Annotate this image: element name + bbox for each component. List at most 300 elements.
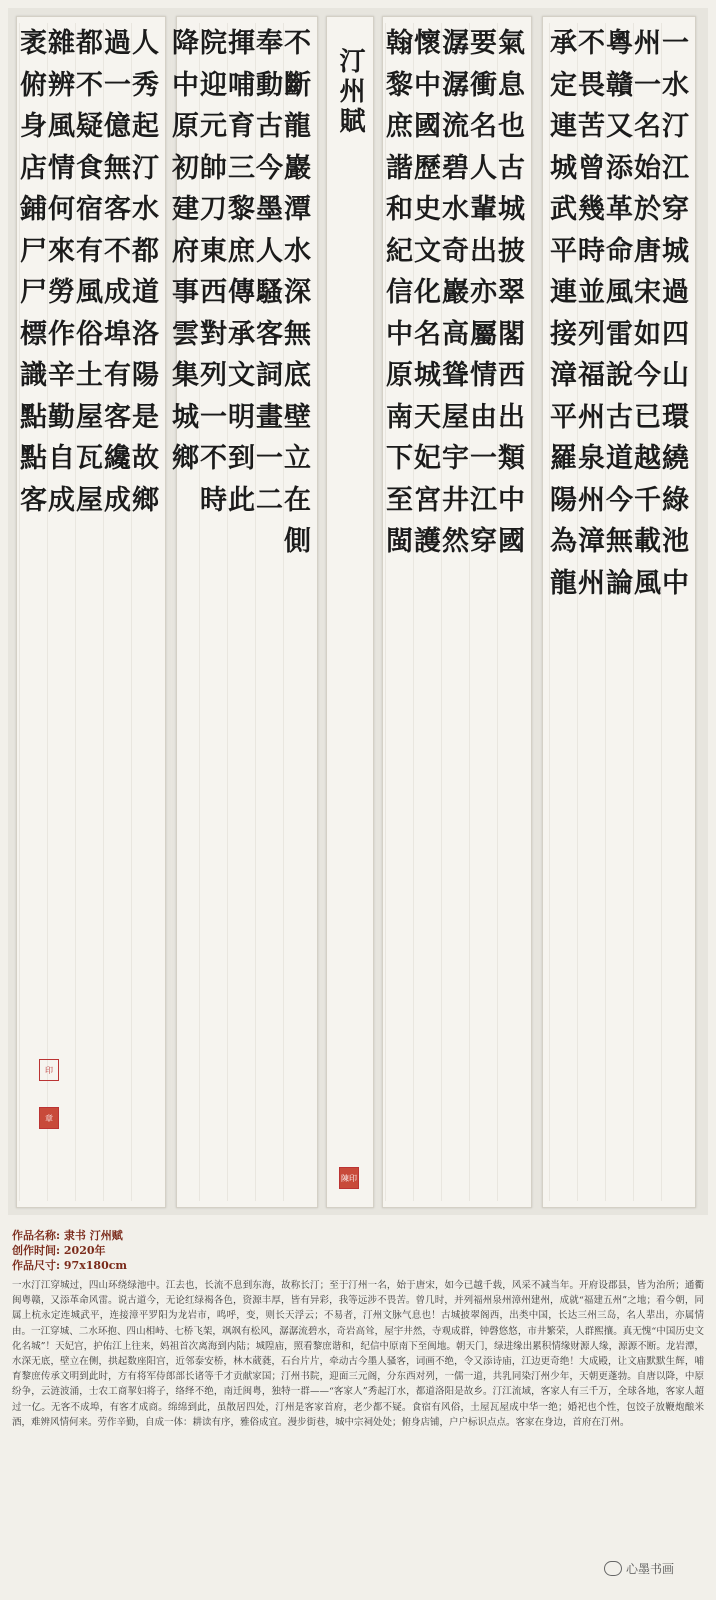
glyph: 屋 [76, 401, 103, 433]
glyph: 高 [442, 318, 469, 350]
glyph: 身 [20, 111, 47, 142]
glyph: 有 [76, 235, 103, 267]
glyph: 道 [132, 277, 159, 308]
glyph: 秀 [132, 69, 159, 101]
glyph: 過 [104, 28, 131, 59]
glyph: 二 [256, 484, 283, 516]
glyph: 環 [662, 401, 689, 433]
glyph: 客 [256, 318, 283, 350]
glyph: 史 [414, 194, 441, 225]
glyph: 傳 [228, 277, 255, 308]
glyph: 一 [256, 443, 283, 474]
calligraphy-artwork [8, 8, 708, 1215]
glyph: 畫 [256, 401, 283, 433]
text-column [469, 23, 497, 1201]
glyph: 古 [256, 111, 283, 142]
glyph: 類 [498, 443, 525, 474]
text-column [199, 23, 227, 1201]
glyph: 動 [256, 69, 283, 101]
glyph: 斷 [284, 69, 311, 101]
text-column [283, 23, 311, 1201]
glyph: 勤 [48, 401, 75, 433]
glyph: 幾 [578, 194, 605, 225]
glyph: 億 [104, 111, 131, 142]
text-column [497, 23, 525, 1201]
glyph: 披 [498, 235, 525, 267]
glyph: 宮 [414, 484, 441, 516]
caption-time-row [12, 1243, 702, 1258]
glyph: 千 [634, 484, 661, 516]
glyph: 在 [284, 484, 311, 516]
glyph: 接 [550, 318, 577, 350]
text-column [549, 23, 577, 1201]
glyph: 底 [284, 360, 311, 391]
glyph: 贛 [606, 69, 633, 101]
glyph: 定 [550, 69, 577, 101]
text-columns [172, 23, 311, 1201]
work-title-text: 汀州賦 [335, 47, 365, 137]
artwork-caption [12, 1228, 702, 1273]
glyph: 輩 [470, 194, 497, 225]
glyph: 一 [104, 69, 131, 101]
glyph: 庶 [386, 111, 413, 142]
glyph: 水 [132, 194, 159, 225]
glyph: 池 [662, 526, 689, 557]
glyph: 至 [386, 484, 413, 516]
glyph: 州 [578, 484, 605, 516]
glyph: 井 [442, 484, 469, 516]
calligraphy-panel-3 [172, 16, 318, 1208]
glyph: 說 [606, 360, 633, 391]
glyph: 論 [606, 567, 633, 599]
glyph: 食 [76, 152, 103, 184]
glyph: 騷 [256, 277, 283, 308]
glyph: 立 [284, 443, 311, 474]
glyph: 然 [442, 526, 469, 557]
glyph: 刀 [200, 194, 227, 225]
transcription-text: 一水汀江穿城过，四山环绕绿池中。江去也，长流不息到东海，故称长汀；至于汀州一名，始于唐宋，如今已越千载，风采不减当年。开府设郡县，皆为治所；通衢闽粤赣，又添革命风雷。说古道今，无论红绿褐各色，资源丰厚，皆有异彩，我等远涉不畏苦。曾几时，并列福州泉州漳州建州，成就“福建五州”之地；看今朝，同属上杭永定连城武平，连接漳平罗阳为龙岩市，鸣呼，变，则长天浮云；不易者，汀州文脉气息也！古城披翠阁西，出类中国，长达三州三岛，名人辈出，亦属情由。一江穿城、二水环抱、四山相峙、七桥飞架，飒飒有松风，潺潺流碧水，奇岩高耸，屋宇井然，寺观成群，钟磬悠悠，市井繁荣，人群熙攘。真无愧“中国历史文化名城”！天妃宫，护佑江上往来，妈祖首次离海到内陆；城隍庙，照看黎庶谐和，纪信中原南下至闽地。朝天门，绿进缘出累积情缘财源人缘，源源不断。龙岩潭，水深无底，壁立在侧，拱起数座阳宫，近邻泰安桥，林木葳蕤，石台片片，牵动古今墨人骚客，词画不绝，令又添诗庙，江边更奇绝！大成殿，让文庙默默生辉，哺育黎庶传承文明到此时，方有将军侍郎部长诸等千才贡献家国；汀州书院，迎面三元阁，分东西对列，一儒一道，共乳同染汀州少年，天朝更蓬勃。自唐以降，中原纷争，云涟波涌，士农工商挈妇将子，络绎不绝，南迁闽粤，独特一群——“客家人”秀起汀水，都道洛阳是故乡。汀江流域，客家人有三千万，全球各地，客家人超过一亿。无客不成埠，有客才成商。绵绵到此，虽散居四处，汀州是客家首府，老少都不疑。食宿有风俗，土屋瓦屋成中华一绝；婚祀也个性，包饺子放鞭炮酿米酒，难辨风情何来。劳作辛勤，自成一体：耕读有序，雅俗成宜。漫步街巷，城中宗祠处处；俯身店铺，户户标识点点。客家在身边，首府在汀州。 [12, 1280, 704, 1428]
glyph: 今 [606, 484, 633, 516]
glyph: 事 [172, 277, 199, 308]
glyph: 點 [20, 443, 47, 474]
glyph: 不 [284, 28, 311, 59]
glyph: 也 [498, 111, 525, 142]
glyph: 客 [104, 401, 131, 433]
text-column [577, 23, 605, 1201]
glyph: 雷 [606, 318, 633, 350]
glyph: 客 [20, 484, 47, 516]
glyph: 越 [634, 443, 661, 474]
glyph: 黎 [386, 69, 413, 101]
signature-seal-bottom [39, 1107, 59, 1129]
text-column [255, 23, 283, 1201]
glyph: 一 [662, 28, 689, 59]
glyph: 袤 [20, 28, 47, 59]
glyph: 潭 [284, 194, 311, 225]
glyph: 歷 [414, 152, 441, 184]
glyph: 三 [228, 152, 255, 184]
glyph: 不 [104, 235, 131, 267]
glyph: 文 [228, 360, 255, 391]
glyph: 墨 [256, 194, 283, 225]
glyph: 州 [634, 28, 661, 59]
glyph: 庶 [228, 235, 255, 267]
text-column [131, 23, 159, 1201]
glyph: 對 [200, 318, 227, 350]
glyph: 福 [578, 360, 605, 391]
calligraphy-panel-4 [16, 16, 166, 1208]
glyph: 城 [498, 194, 525, 225]
text-column [47, 23, 75, 1201]
text-column [75, 23, 103, 1201]
glyph: 鄉 [132, 484, 159, 516]
caption-name-value: 隶书 汀州赋 [63, 1229, 123, 1242]
glyph: 水 [284, 235, 311, 267]
glyph: 平 [550, 401, 577, 433]
glyph: 到 [228, 443, 255, 474]
text-column [605, 23, 633, 1201]
glyph: 於 [634, 194, 661, 225]
glyph: 和 [386, 194, 413, 225]
glyph: 府 [172, 235, 199, 267]
glyph: 息 [498, 69, 525, 101]
glyph: 起 [132, 111, 159, 142]
glyph: 深 [284, 277, 311, 308]
glyph: 閣 [498, 318, 525, 350]
glyph: 宋 [634, 277, 661, 308]
glyph: 羅 [550, 443, 577, 474]
glyph: 名 [634, 111, 661, 142]
glyph: 懷 [414, 28, 441, 59]
glyph: 迎 [200, 69, 227, 101]
glyph: 何 [48, 194, 75, 225]
signature-seal-bottom-text: 章 [45, 1113, 53, 1123]
glyph: 中 [414, 69, 441, 101]
calligraphy-panel-1 [542, 16, 696, 1208]
text-column [227, 23, 255, 1201]
text-column [633, 23, 661, 1201]
glyph: 添 [606, 152, 633, 184]
glyph: 始 [634, 152, 661, 184]
glyph: 奇 [442, 235, 469, 267]
glyph: 人 [256, 235, 283, 267]
glyph: 連 [550, 277, 577, 308]
glyph: 古 [606, 401, 633, 433]
glyph: 壁 [284, 401, 311, 433]
glyph: 尸 [20, 277, 47, 308]
text-columns [549, 23, 689, 1201]
glyph: 山 [662, 360, 689, 391]
glyph: 鋪 [20, 194, 47, 225]
signature-seal-top [39, 1059, 59, 1081]
text-column [171, 23, 199, 1201]
glyph: 漳 [578, 526, 605, 557]
glyph: 瓦 [76, 443, 103, 474]
glyph: 今 [256, 152, 283, 184]
glyph: 作 [48, 318, 75, 350]
glyph: 城 [414, 360, 441, 391]
glyph: 江 [470, 484, 497, 516]
glyph: 都 [76, 28, 103, 59]
glyph: 無 [284, 318, 311, 350]
glyph: 中 [172, 69, 199, 101]
glyph: 出 [498, 401, 525, 433]
glyph: 名 [414, 318, 441, 350]
glyph: 龍 [550, 567, 577, 599]
wechat-icon [604, 1561, 622, 1576]
glyph: 已 [634, 401, 661, 433]
glyph: 原 [386, 360, 413, 391]
glyph: 原 [172, 111, 199, 142]
glyph: 客 [104, 194, 131, 225]
glyph: 屋 [76, 484, 103, 516]
glyph: 屬 [470, 318, 497, 350]
glyph: 命 [606, 235, 633, 267]
glyph: 古 [498, 152, 525, 184]
glyph: 哺 [228, 69, 255, 101]
glyph: 人 [132, 28, 159, 59]
glyph: 時 [578, 235, 605, 267]
glyph: 側 [284, 526, 311, 557]
glyph: 州 [578, 401, 605, 433]
caption-name-label: 作品名称: [12, 1229, 61, 1242]
text-column [19, 23, 47, 1201]
caption-size-label: 作品尺寸: [12, 1259, 61, 1272]
glyph: 風 [48, 111, 75, 142]
glyph: 勞 [48, 277, 75, 308]
glyph: 翠 [498, 277, 525, 308]
glyph: 綠 [662, 484, 689, 516]
glyph: 汀 [662, 111, 689, 142]
glyph: 由 [470, 401, 497, 433]
glyph: 繞 [662, 443, 689, 474]
glyph: 信 [386, 277, 413, 308]
glyph: 列 [578, 318, 605, 350]
glyph: 是 [132, 401, 159, 433]
glyph: 宇 [442, 443, 469, 474]
glyph: 明 [228, 401, 255, 433]
glyph: 初 [172, 152, 199, 184]
glyph: 穿 [662, 194, 689, 225]
glyph: 江 [662, 152, 689, 184]
caption-size-row [12, 1258, 702, 1273]
glyph: 洛 [132, 318, 159, 350]
glyph: 雲 [172, 318, 199, 350]
glyph: 纔 [104, 443, 131, 474]
glyph: 無 [104, 152, 131, 184]
glyph: 元 [200, 111, 227, 142]
annotation-notes [331, 147, 369, 1147]
glyph: 道 [606, 443, 633, 474]
glyph: 東 [200, 235, 227, 267]
glyph: 城 [172, 401, 199, 433]
glyph: 帥 [200, 152, 227, 184]
caption-size-value: 97x180cm [63, 1259, 128, 1272]
text-column [661, 23, 689, 1201]
glyph: 水 [662, 69, 689, 101]
glyph: 妃 [414, 443, 441, 474]
glyph: 連 [550, 111, 577, 142]
glyph: 院 [200, 28, 227, 59]
glyph: 如 [634, 318, 661, 350]
center-seal-text: 陳印 [341, 1173, 357, 1183]
glyph: 今 [634, 360, 661, 391]
glyph: 承 [228, 318, 255, 350]
glyph: 諧 [386, 152, 413, 184]
text-columns [386, 23, 525, 1201]
glyph: 四 [662, 318, 689, 350]
glyph: 潺 [442, 69, 469, 101]
glyph: 唐 [634, 235, 661, 267]
glyph: 平 [550, 235, 577, 267]
glyph: 自 [48, 443, 75, 474]
glyph: 過 [662, 277, 689, 308]
glyph: 不 [578, 28, 605, 59]
glyph: 下 [386, 443, 413, 474]
glyph: 尸 [20, 235, 47, 267]
glyph: 氣 [498, 28, 525, 59]
glyph: 揮 [228, 28, 255, 59]
glyph: 成 [104, 277, 131, 308]
glyph: 州 [578, 567, 605, 599]
glyph: 為 [550, 526, 577, 557]
glyph: 俯 [20, 69, 47, 101]
glyph: 疑 [76, 111, 103, 142]
glyph: 衝 [470, 69, 497, 101]
glyph: 碧 [442, 152, 469, 184]
glyph: 宿 [76, 194, 103, 225]
glyph: 武 [550, 194, 577, 225]
glyph: 店 [20, 152, 47, 184]
glyph: 都 [132, 235, 159, 267]
glyph: 屋 [442, 401, 469, 433]
glyph: 承 [550, 28, 577, 59]
glyph: 潺 [442, 28, 469, 59]
glyph: 護 [414, 526, 441, 557]
glyph: 集 [172, 360, 199, 391]
glyph: 畏 [578, 69, 605, 101]
glyph: 紀 [386, 235, 413, 267]
work-title [327, 47, 373, 137]
glyph: 故 [132, 443, 159, 474]
watermark [604, 1560, 674, 1577]
glyph: 曾 [578, 152, 605, 184]
glyph: 陽 [132, 360, 159, 391]
glyph: 漳 [550, 360, 577, 391]
glyph: 識 [20, 360, 47, 391]
glyph: 汀 [132, 152, 159, 184]
glyph: 聳 [442, 360, 469, 391]
glyph: 列 [200, 360, 227, 391]
glyph: 一 [470, 443, 497, 474]
glyph: 城 [662, 235, 689, 267]
glyph: 黎 [228, 194, 255, 225]
glyph: 出 [470, 235, 497, 267]
glyph: 鄉 [172, 443, 199, 474]
glyph: 翰 [386, 28, 413, 59]
glyph: 標 [20, 318, 47, 350]
glyph: 要 [470, 28, 497, 59]
glyph: 來 [48, 235, 75, 267]
glyph: 並 [578, 277, 605, 308]
text-column [441, 23, 469, 1201]
glyph: 名 [470, 111, 497, 142]
glyph: 苦 [578, 111, 605, 142]
glyph: 龍 [284, 111, 311, 142]
glyph: 又 [606, 111, 633, 142]
glyph: 中 [662, 567, 689, 599]
glyph: 土 [76, 360, 103, 391]
glyph: 風 [76, 277, 103, 308]
glyph: 情 [48, 152, 75, 184]
glyph: 國 [498, 526, 525, 557]
calligraphy-title-panel [326, 16, 374, 1208]
glyph: 辨 [48, 69, 75, 101]
glyph: 亦 [470, 277, 497, 308]
glyph: 一 [200, 401, 227, 433]
glyph: 成 [48, 484, 75, 516]
text-column [103, 23, 131, 1201]
glyph: 不 [200, 443, 227, 474]
text-column [413, 23, 441, 1201]
glyph: 育 [228, 111, 255, 142]
glyph: 南 [386, 401, 413, 433]
glyph: 穿 [470, 526, 497, 557]
glyph: 流 [442, 111, 469, 142]
glyph: 成 [104, 484, 131, 516]
glyph: 水 [442, 194, 469, 225]
glyph: 中 [386, 318, 413, 350]
glyph: 建 [172, 194, 199, 225]
calligraphy-panel-2 [382, 16, 532, 1208]
glyph: 無 [606, 526, 633, 557]
glyph: 詞 [256, 360, 283, 391]
glyph: 化 [414, 277, 441, 308]
signature-seal-top-text: 印 [45, 1065, 53, 1075]
glyph: 奉 [256, 28, 283, 59]
glyph: 文 [414, 235, 441, 267]
glyph: 此 [228, 484, 255, 516]
glyph: 降 [172, 28, 199, 59]
glyph: 人 [470, 152, 497, 184]
glyph: 一 [634, 69, 661, 101]
glyph: 風 [606, 277, 633, 308]
glyph: 情 [470, 360, 497, 391]
center-seal [339, 1167, 359, 1189]
glyph: 不 [76, 69, 103, 101]
glyph: 載 [634, 526, 661, 557]
glyph: 國 [414, 111, 441, 142]
glyph: 中 [498, 484, 525, 516]
caption-name-row [12, 1228, 702, 1243]
glyph: 巖 [284, 152, 311, 184]
glyph: 西 [200, 277, 227, 308]
glyph: 時 [200, 484, 227, 516]
watermark-text: 心墨书画 [626, 1562, 675, 1576]
glyph: 有 [104, 360, 131, 391]
text-columns [20, 23, 159, 1201]
glyph: 巖 [442, 277, 469, 308]
glyph: 西 [498, 360, 525, 391]
glyph: 俗 [76, 318, 103, 350]
caption-time-label: 创作时间: [12, 1244, 61, 1257]
text-column [385, 23, 413, 1201]
glyph: 雜 [48, 28, 75, 59]
caption-time-value: 2020年 [63, 1244, 106, 1257]
glyph: 辛 [48, 360, 75, 391]
glyph: 革 [606, 194, 633, 225]
glyph: 點 [20, 401, 47, 433]
